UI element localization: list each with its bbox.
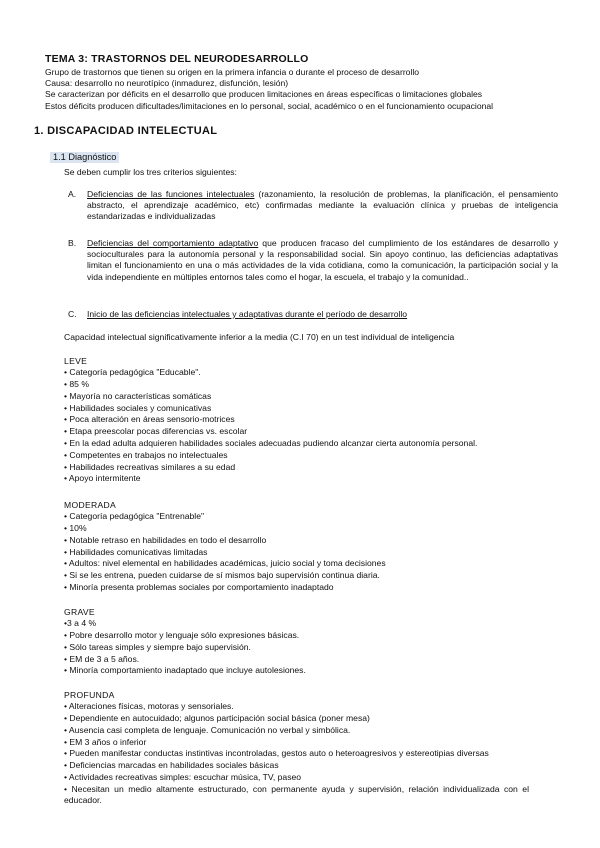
level-moderada (64, 500, 544, 594)
list-item: • Habilidades recreativas similares a su edad (64, 461, 236, 472)
list-item: • Necesitan un medio altamente estructurado, con permanente ayuda y supervisión, relación individualizada con el educador. (64, 783, 529, 805)
list-item: • Categoría pedagógica "Entrenable" (64, 511, 205, 522)
list-item: • Adultos: nivel elemental en habilidades académicas, juicio social y toma decisiones (64, 558, 386, 569)
list-item: • Habilidades sociales y comunicativas (64, 402, 212, 413)
list-item: • Apoyo intermitente (64, 473, 141, 484)
list-item: • Competentes en trabajos no intelectuales (64, 449, 228, 460)
level-heading: PROFUNDA (64, 690, 115, 700)
criterion-title: Deficiencias del comportamiento adaptativo (87, 238, 259, 248)
list-item: • 85 % (64, 379, 89, 389)
criteria-intro: Se deben cumplir los tres criterios siguientes: (64, 167, 237, 177)
level-grave (64, 607, 544, 677)
level-heading: MODERADA (64, 500, 117, 510)
list-item: • Poca alteración en áreas sensorio-motrices (64, 414, 235, 425)
capacity-line: Capacidad intelectual significativamente inferior a la media (C.I 70) en un test individual de inteligencia (64, 332, 455, 342)
intro-line: Se caracterizan por déficits en el desarrollo que producen limitaciones en áreas específicas o limitaciones globales (45, 89, 483, 100)
level-heading: GRAVE (64, 607, 95, 617)
list-item: • Pobre desarrollo motor y lenguaje sólo expresiones básicas. (64, 630, 300, 640)
level-heading: LEVE (64, 356, 88, 366)
list-item: • Mayoría no características somáticas (64, 390, 212, 401)
list-item: • Notable retraso en habilidades en todo el desarrollo (64, 534, 267, 545)
intro-line: Grupo de trastornos que tienen su origen en la primera infancia o durante el proceso de desarrollo (45, 67, 420, 77)
intro-line: Estos déficits producen dificultades/limitaciones en lo personal, social, académico o en el funcionamiento ocupacional (45, 100, 494, 111)
list-item: • Categoría pedagógica "Educable". (64, 367, 201, 378)
level-leve (64, 356, 544, 485)
list-item: • Actividades recreativas simples: escuchar música, TV, paseo (64, 771, 302, 782)
criterion-text (87, 309, 558, 320)
criterion-letter: C. (68, 309, 77, 319)
list-item: • Dependiente en autocuidado; algunos participación social básica (poner mesa) (64, 713, 370, 723)
criterion-letter: B. (68, 238, 77, 248)
list-item: •3 a 4 % (64, 618, 97, 629)
list-item: • Minoría comportamiento inadaptado que incluye autolesiones. (64, 665, 306, 676)
list-item: • EM de 3 a 5 años. (64, 653, 140, 664)
criterion-text (87, 189, 558, 223)
criterion-title: Deficiencias de las funciones intelectuales (87, 189, 255, 199)
list-item: • 10% (64, 523, 87, 533)
doc-title: TEMA 3: TRASTORNOS DEL NEURODESARROLLO (45, 53, 309, 65)
list-item: • Minoría presenta problemas sociales por comportamiento inadaptado (64, 581, 334, 592)
intro-line: Causa: desarrollo no neurotípico (inmadurez, disfunción, lesión) (45, 78, 289, 89)
criterion-text (87, 238, 558, 283)
list-item: • EM 3 años o inferior (64, 736, 147, 747)
criterion-description: (razonamiento, la resolución de problemas, la planificación, el pensamiento abstracto, el aprendizaje académico, etc) confirmadas mediante la evaluación clínica y pruebas de inteligencia estandarizadas e individualizadas (87, 189, 558, 222)
list-item: • Habilidades comunicativas limitadas (64, 546, 208, 557)
list-item: • Pueden manifestar conductas instintivas incontroladas, gestos auto o heteroagresivos y estereotipias diversas (64, 748, 489, 759)
criterion-b (68, 238, 558, 283)
intro-block (45, 67, 565, 112)
level-profunda (64, 690, 544, 806)
list-item: • Deficiencias marcadas en habilidades sociales básicas (64, 760, 279, 771)
list-item: • Etapa preescolar pocas diferencias vs. escolar (64, 426, 248, 437)
criterion-c (68, 309, 558, 320)
list-item: • Ausencia casi completa de lenguaje. Comunicación no verbal y simbólica. (64, 724, 351, 735)
criterion-a (68, 189, 558, 223)
criterion-letter: A. (68, 189, 77, 199)
section-heading: 1. DISCAPACIDAD INTELECTUAL (34, 125, 218, 137)
list-item: • Sólo tareas simples y siempre bajo supervisión. (64, 641, 251, 652)
list-item: • Alteraciones físicas, motoras y sensoriales. (64, 701, 234, 712)
subsection-heading: 1.1 Diagnóstico (50, 152, 119, 163)
list-item: • Si se les entrena, pueden cuidarse de sí mismos bajo supervisión continua diaria. (64, 570, 380, 581)
criterion-description: que producen fracaso del cumplimiento de los estándares de desarrollo y socioculturales para la autonomía personal y la responsabilidad social. Sin apoyo continuo, las deficiencias adaptativas limitan el funcionamiento en una o más actividades de la vida cotidiana, como la comunicación, la participación social y la vida independiente en múltiples entornos tales como el hogar, la escuela, el trabajo y la comunidad.. (87, 238, 558, 282)
criterion-title: Inicio de las deficiencias intelectuales y adaptativas durante el período de desarrollo (87, 309, 408, 319)
list-item: • En la edad adulta adquieren habilidades sociales adecuadas pudiendo alcanzar cierta autonomía personal. (64, 437, 478, 448)
